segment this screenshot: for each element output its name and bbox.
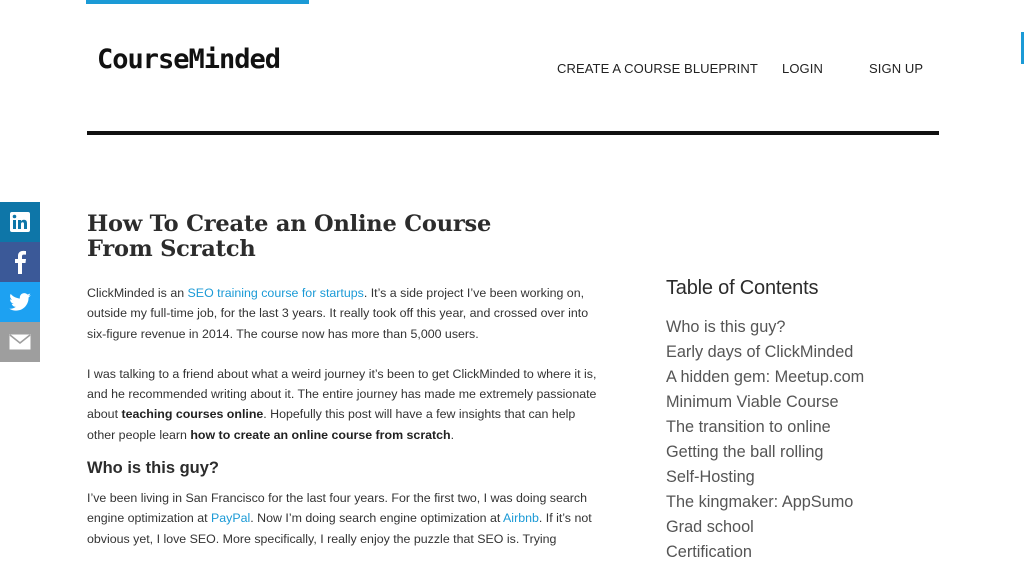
- toc-item[interactable]: The transition to online: [666, 418, 831, 436]
- main-nav: [0, 61, 1024, 77]
- toc-item[interactable]: Self-Hosting: [666, 468, 755, 486]
- toc-item[interactable]: Grad school: [666, 518, 754, 536]
- section-heading-who: Who is this guy?: [87, 459, 219, 478]
- linkedin-icon: [9, 211, 31, 233]
- toc-list: [666, 315, 966, 565]
- toc-item[interactable]: The kingmaker: AppSumo: [666, 493, 854, 511]
- share-linkedin-button[interactable]: [0, 202, 40, 242]
- article-body: [87, 212, 599, 549]
- bio-paragraph: I’ve been living in San Francisco for the last four years. For the first two, I was doing search engine optimization at PayPal. Now I’m doing search engine optimization at Airbnb. If it’s not obvious yet, I love SEO. More specifically, I really enjoy the puzzle that SEO is. Trying: [87, 491, 592, 546]
- toc-title: Table of Contents: [666, 277, 819, 299]
- share-twitter-button[interactable]: [0, 282, 40, 322]
- email-icon: [9, 334, 31, 350]
- top-accent-bar: [86, 0, 309, 4]
- article-title: How To Create an Online Course From Scratch: [87, 211, 492, 262]
- toc-item[interactable]: Who is this guy?: [666, 318, 786, 336]
- intro-paragraph: ClickMinded is an SEO training course for startups. It’s a side project I’ve been working on, outside my full-time job, for the last 3 years. It really took off this year, and crossed over into six-figure revenue in 2014. The course now has more than 5,000 users.: [87, 286, 589, 341]
- airbnb-link[interactable]: Airbnb: [503, 511, 539, 526]
- table-of-contents: [666, 277, 966, 565]
- journey-paragraph: I was talking to a friend about what a weird journey it’s been to get ClickMinded to where it is, and he recommended writing about it. The entire journey has made me extremely passionate about teaching courses online. Hopefully this post will have a few insights that can help other people learn how to create an online course from scratch.: [87, 366, 597, 442]
- toc-item[interactable]: Certification: [666, 543, 752, 561]
- share-email-button[interactable]: [0, 322, 40, 362]
- share-facebook-button[interactable]: [0, 242, 40, 282]
- twitter-icon: [9, 293, 31, 311]
- nav-create-course-blueprint[interactable]: CREATE A COURSE BLUEPRINT: [557, 61, 758, 76]
- toc-item[interactable]: A hidden gem: Meetup.com: [666, 368, 865, 386]
- site-logo[interactable]: CourseMinded: [97, 44, 281, 75]
- toc-item[interactable]: Getting the ball rolling: [666, 443, 824, 461]
- nav-login[interactable]: LOGIN: [782, 61, 823, 76]
- toc-item[interactable]: Early days of ClickMinded: [666, 343, 854, 361]
- toc-item[interactable]: Minimum Viable Course: [666, 393, 839, 411]
- paypal-link[interactable]: PayPal: [211, 511, 251, 526]
- seo-course-link[interactable]: SEO training course for startups: [187, 286, 364, 300]
- header-divider: [87, 131, 939, 135]
- facebook-icon: [13, 250, 27, 274]
- nav-sign-up[interactable]: SIGN UP: [869, 61, 924, 76]
- social-share-bar: [0, 202, 40, 362]
